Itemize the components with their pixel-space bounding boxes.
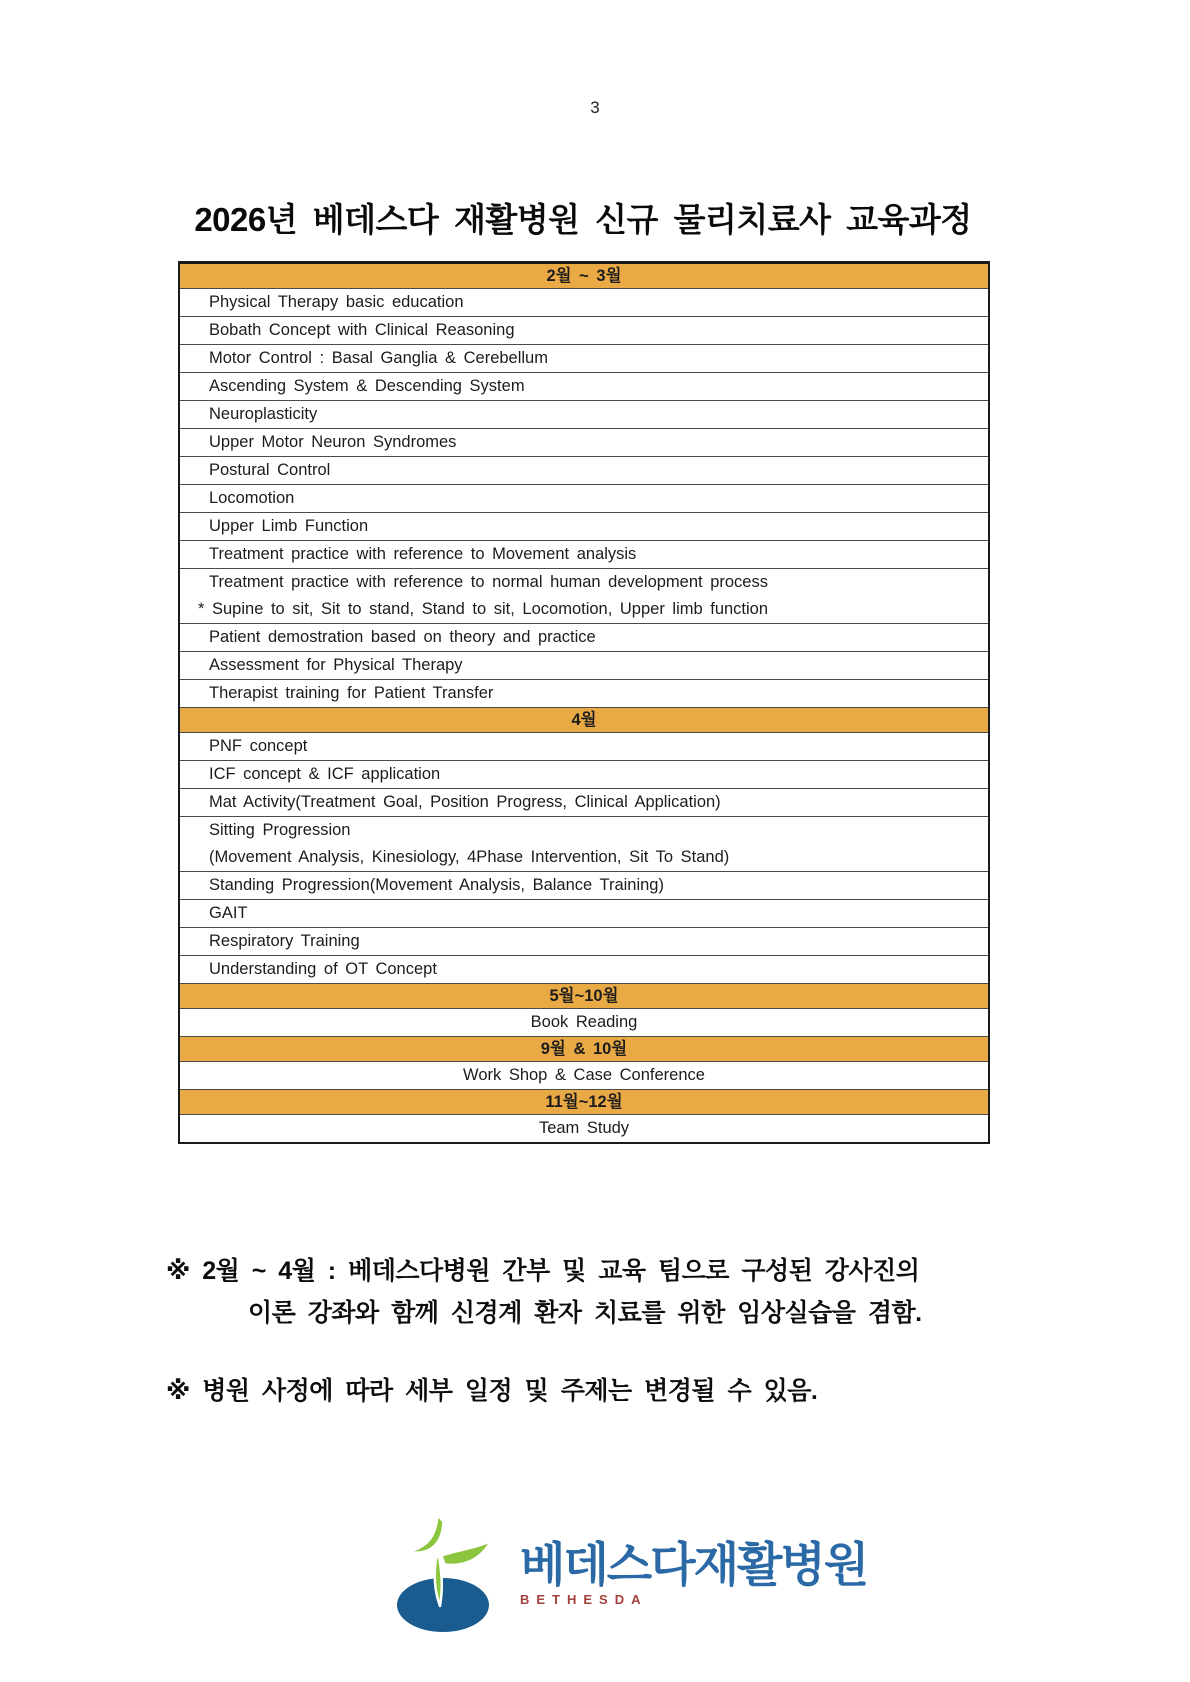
course-cell <box>179 652 989 680</box>
course-cell <box>179 569 989 624</box>
month-header-cell: 11월~12월 <box>179 1090 989 1115</box>
table-row <box>179 569 989 624</box>
month-header-row <box>179 1037 989 1062</box>
course-cell <box>179 624 989 652</box>
course-line: Assessment for Physical Therapy <box>209 656 463 674</box>
table-row <box>179 680 989 708</box>
course-line: Patient demostration based on theory and practice <box>209 628 596 646</box>
course-cell <box>179 429 989 457</box>
table-row <box>179 317 989 345</box>
month-header-cell: 2월 ~ 3월 <box>179 263 989 289</box>
course-line: Understanding of OT Concept <box>209 960 437 978</box>
footnote-line: ※ 병원 사정에 따라 세부 일정 및 주제는 변경될 수 있음. <box>166 1377 818 1405</box>
course-cell <box>179 485 989 513</box>
table-row <box>179 789 989 817</box>
course-line: * Supine to sit, Sit to stand, Stand to sit, Locomotion, Upper limb function <box>198 600 769 618</box>
course-line: Treatment practice with reference to Movement analysis <box>209 545 637 563</box>
course-cell <box>179 373 989 401</box>
month-header-row <box>179 708 989 733</box>
table-row <box>179 541 989 569</box>
course-cell <box>179 1062 989 1090</box>
table-row <box>179 1115 989 1144</box>
course-cell <box>179 956 989 984</box>
course-line: Postural Control <box>209 461 331 479</box>
course-line: PNF concept <box>209 737 308 755</box>
course-line: (Movement Analysis, Kinesiology, 4Phase Intervention, Sit To Stand) <box>209 848 730 866</box>
course-cell <box>179 900 989 928</box>
table-row <box>179 373 989 401</box>
table-row <box>179 956 989 984</box>
course-cell <box>179 928 989 956</box>
table-row <box>179 761 989 789</box>
course-line: GAIT <box>209 904 248 922</box>
table-row <box>179 457 989 485</box>
course-cell <box>179 872 989 900</box>
footnote-schedule-detail <box>166 1250 1046 1334</box>
table-row <box>179 401 989 429</box>
month-header-row <box>179 263 989 289</box>
footnote-line: ※ 2월 ~ 4월 : 베데스다병원 간부 및 교육 팀으로 구성된 강사진의 <box>166 1257 920 1285</box>
course-line: Book Reading <box>530 1013 638 1031</box>
course-cell <box>179 457 989 485</box>
course-cell <box>179 345 989 373</box>
table-row <box>179 513 989 541</box>
month-header-cell: 9월 & 10월 <box>179 1037 989 1062</box>
course-cell <box>179 289 989 317</box>
course-line: Ascending System & Descending System <box>209 377 525 395</box>
hospital-logo <box>396 1512 868 1637</box>
course-line: Upper Limb Function <box>209 517 369 535</box>
page-number: 3 <box>590 98 600 117</box>
hospital-logo-english-name: BETHESDA <box>520 1592 648 1607</box>
month-header-cell: 4월 <box>179 708 989 733</box>
table-row <box>179 429 989 457</box>
course-cell <box>179 733 989 761</box>
month-header-row <box>179 1090 989 1115</box>
course-cell <box>179 513 989 541</box>
curriculum-table <box>178 261 990 1144</box>
table-row <box>179 1009 989 1037</box>
course-line: Team Study <box>538 1119 630 1137</box>
course-line: Bobath Concept with Clinical Reasoning <box>209 321 515 339</box>
table-row <box>179 872 989 900</box>
course-cell <box>179 789 989 817</box>
table-row <box>179 345 989 373</box>
hospital-logo-korean-name: 베데스다재활병원 <box>520 1538 868 1591</box>
course-cell <box>179 817 989 872</box>
table-row <box>179 928 989 956</box>
course-cell <box>179 1115 989 1144</box>
course-line: Motor Control : Basal Ganglia & Cerebellum <box>209 349 548 367</box>
footnote-line: 이론 강좌와 함께 신경계 환자 치료를 위한 임상실습을 겸함. <box>248 1299 922 1327</box>
table-row <box>179 1062 989 1090</box>
course-cell <box>179 680 989 708</box>
course-cell <box>179 1009 989 1037</box>
course-cell <box>179 761 989 789</box>
table-row <box>179 289 989 317</box>
course-line: ICF concept & ICF application <box>209 765 441 783</box>
table-row <box>179 624 989 652</box>
course-line: Standing Progression(Movement Analysis, Balance Training) <box>209 876 664 894</box>
course-cell <box>179 401 989 429</box>
footnote-change-notice <box>166 1370 1046 1412</box>
course-cell <box>179 317 989 345</box>
course-line: Upper Motor Neuron Syndromes <box>209 433 457 451</box>
month-header-cell: 5월~10월 <box>179 984 989 1009</box>
course-line: Physical Therapy basic education <box>209 293 464 311</box>
page-title: 2026년 베데스다 재활병원 신규 물리치료사 교육과정 <box>194 201 972 238</box>
course-line: Mat Activity(Treatment Goal, Position Progress, Clinical Application) <box>209 793 721 811</box>
course-line: Therapist training for Patient Transfer <box>209 684 494 702</box>
course-line: Work Shop & Case Conference <box>463 1066 705 1084</box>
course-line: Locomotion <box>209 489 295 507</box>
course-cell <box>179 541 989 569</box>
table-row <box>179 485 989 513</box>
course-line: Respiratory Training <box>209 932 360 950</box>
month-header-row <box>179 984 989 1009</box>
hospital-logo-icon <box>396 1512 514 1634</box>
table-row <box>179 652 989 680</box>
table-row <box>179 900 989 928</box>
course-line: Neuroplasticity <box>209 405 318 423</box>
table-row <box>179 817 989 872</box>
table-row <box>179 733 989 761</box>
course-line: Treatment practice with reference to normal human development process <box>209 573 768 591</box>
course-line: Sitting Progression <box>209 821 351 839</box>
